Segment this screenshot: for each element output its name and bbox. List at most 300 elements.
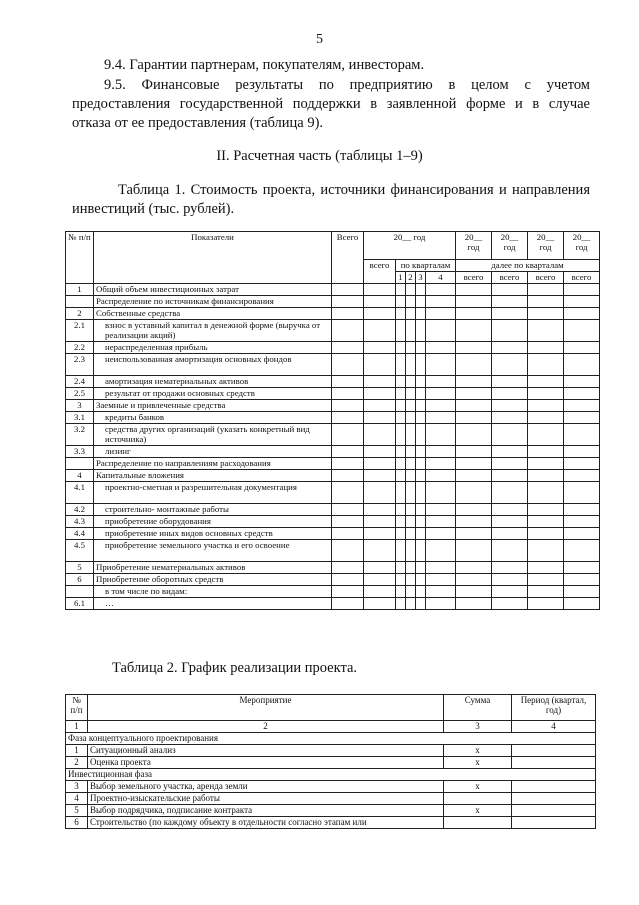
value-cell xyxy=(426,470,456,482)
header-period: Период (квартал, год) xyxy=(512,695,596,721)
table-row xyxy=(66,320,600,342)
value-cell xyxy=(492,342,528,354)
value-cell xyxy=(426,504,456,516)
value-cell xyxy=(396,412,406,424)
row-num: 4.5 xyxy=(66,540,94,562)
value-cell xyxy=(396,586,406,598)
row-label: строительно- монтажные работы xyxy=(94,504,332,516)
value-cell xyxy=(332,400,364,412)
value-cell xyxy=(528,446,564,458)
value-cell xyxy=(492,354,528,376)
value-cell xyxy=(528,388,564,400)
value-cell xyxy=(396,400,406,412)
value-cell xyxy=(528,424,564,446)
header-later-year: 20__ год xyxy=(528,232,564,260)
value-cell xyxy=(332,574,364,586)
row-num: 2.2 xyxy=(66,342,94,354)
value-cell xyxy=(396,342,406,354)
table1-caption xyxy=(72,181,590,219)
header-indicators: Показатели xyxy=(94,232,332,284)
value-cell xyxy=(492,308,528,320)
value-cell xyxy=(416,354,426,376)
value-cell xyxy=(406,528,416,540)
value-cell xyxy=(456,284,492,296)
value-cell xyxy=(456,400,492,412)
value-cell xyxy=(492,388,528,400)
row-sum xyxy=(444,793,512,805)
row-num: 4.2 xyxy=(66,504,94,516)
value-cell xyxy=(456,342,492,354)
header-quarter: 2 xyxy=(406,272,416,284)
value-cell xyxy=(528,598,564,610)
value-cell xyxy=(426,296,456,308)
header-later-quarters: далее по кварталам xyxy=(456,260,600,272)
value-cell xyxy=(492,400,528,412)
row-num: 4 xyxy=(66,470,94,482)
row-num: 6 xyxy=(66,574,94,586)
value-cell xyxy=(426,342,456,354)
value-cell xyxy=(564,308,600,320)
value-cell xyxy=(406,342,416,354)
value-cell xyxy=(364,470,396,482)
row-label: Распределение по источникам финансирования xyxy=(94,296,332,308)
value-cell xyxy=(456,504,492,516)
value-cell xyxy=(528,516,564,528)
value-cell xyxy=(416,296,426,308)
row-label: Заемные и привлеченные средства xyxy=(94,400,332,412)
value-cell xyxy=(406,470,416,482)
value-cell xyxy=(564,528,600,540)
value-cell xyxy=(416,342,426,354)
value-cell xyxy=(396,388,406,400)
row-label: приобретение иных видов основных средств xyxy=(94,528,332,540)
value-cell xyxy=(364,412,396,424)
table-row xyxy=(66,528,600,540)
value-cell xyxy=(364,516,396,528)
value-cell xyxy=(528,342,564,354)
header-later-year: 20__ год xyxy=(456,232,492,260)
table-row xyxy=(66,504,600,516)
value-cell xyxy=(564,586,600,598)
header-by-quarters: по кварталам xyxy=(396,260,456,272)
header-total: Всего xyxy=(332,232,364,284)
value-cell xyxy=(332,458,364,470)
value-cell xyxy=(492,470,528,482)
value-cell xyxy=(564,388,600,400)
row-num: 6 xyxy=(66,817,88,829)
row-num: 5 xyxy=(66,805,88,817)
value-cell xyxy=(564,598,600,610)
value-cell xyxy=(364,342,396,354)
row-sum: x xyxy=(444,805,512,817)
value-cell xyxy=(332,354,364,376)
value-cell xyxy=(396,458,406,470)
header-quarter: 4 xyxy=(426,272,456,284)
value-cell xyxy=(406,586,416,598)
value-cell xyxy=(564,504,600,516)
table-row xyxy=(66,586,600,598)
value-cell xyxy=(528,458,564,470)
value-cell xyxy=(416,470,426,482)
value-cell xyxy=(332,470,364,482)
value-cell xyxy=(564,412,600,424)
value-cell xyxy=(416,516,426,528)
paragraph-9-5-line: предоставления государственной поддержки в заявленной форме и в случае xyxy=(72,96,590,112)
row-sum: x xyxy=(444,781,512,793)
header-later-total: всего xyxy=(492,272,528,284)
value-cell xyxy=(364,528,396,540)
row-label: лизинг xyxy=(94,446,332,458)
value-cell xyxy=(416,586,426,598)
value-cell xyxy=(406,376,416,388)
value-cell xyxy=(332,308,364,320)
value-cell xyxy=(406,516,416,528)
value-cell xyxy=(492,504,528,516)
table-row xyxy=(66,342,600,354)
row-label: Приобретение оборотных средств xyxy=(94,574,332,586)
value-cell xyxy=(396,528,406,540)
value-cell xyxy=(332,320,364,342)
value-cell xyxy=(406,320,416,342)
value-cell xyxy=(564,540,600,562)
paragraph-9-5-line: отказа от ее предоставления (таблица 9). xyxy=(72,115,324,131)
row-label: Оценка проекта xyxy=(88,757,444,769)
value-cell xyxy=(492,586,528,598)
value-cell xyxy=(564,296,600,308)
column-number: 3 xyxy=(444,721,512,733)
value-cell xyxy=(456,528,492,540)
value-cell xyxy=(396,482,406,504)
value-cell xyxy=(492,424,528,446)
value-cell xyxy=(492,320,528,342)
table-row xyxy=(66,354,600,376)
value-cell xyxy=(564,574,600,586)
value-cell xyxy=(456,412,492,424)
value-cell xyxy=(426,528,456,540)
header-year: 20__ год xyxy=(364,232,456,260)
row-label: Общий объем инвестиционных затрат xyxy=(94,284,332,296)
row-num: 2.4 xyxy=(66,376,94,388)
value-cell xyxy=(416,482,426,504)
value-cell xyxy=(416,320,426,342)
table-row xyxy=(66,376,600,388)
value-cell xyxy=(364,354,396,376)
value-cell xyxy=(396,296,406,308)
header-later-year: 20__ год xyxy=(492,232,528,260)
paragraph-9-5 xyxy=(72,76,590,133)
row-num: 4.1 xyxy=(66,482,94,504)
value-cell xyxy=(396,540,406,562)
value-cell xyxy=(364,376,396,388)
value-cell xyxy=(564,354,600,376)
value-cell xyxy=(364,446,396,458)
row-period xyxy=(512,817,596,829)
value-cell xyxy=(364,320,396,342)
value-cell xyxy=(364,308,396,320)
value-cell xyxy=(426,400,456,412)
table-row xyxy=(66,470,600,482)
value-cell xyxy=(406,562,416,574)
value-cell xyxy=(332,516,364,528)
table-row xyxy=(66,817,596,829)
value-cell xyxy=(416,388,426,400)
value-cell xyxy=(456,598,492,610)
value-cell xyxy=(456,458,492,470)
value-cell xyxy=(528,562,564,574)
row-num: 2 xyxy=(66,308,94,320)
table-row xyxy=(66,562,600,574)
row-label: проектно-сметная и разрешительная документация xyxy=(94,482,332,504)
row-num: 4.3 xyxy=(66,516,94,528)
value-cell xyxy=(528,400,564,412)
value-cell xyxy=(416,504,426,516)
row-num: 3.3 xyxy=(66,446,94,458)
row-sum: x xyxy=(444,745,512,757)
table-row xyxy=(66,412,600,424)
row-num: 2.3 xyxy=(66,354,94,376)
table-row xyxy=(66,781,596,793)
value-cell xyxy=(564,342,600,354)
value-cell xyxy=(426,354,456,376)
value-cell xyxy=(564,516,600,528)
value-cell xyxy=(416,598,426,610)
value-cell xyxy=(456,424,492,446)
table-row xyxy=(66,540,600,562)
row-label: Выбор земельного участка, аренда земли xyxy=(88,781,444,793)
value-cell xyxy=(528,470,564,482)
table-row xyxy=(66,574,600,586)
header-later-total: всего xyxy=(528,272,564,284)
value-cell xyxy=(406,446,416,458)
value-cell xyxy=(528,482,564,504)
value-cell xyxy=(528,528,564,540)
table-row xyxy=(66,516,600,528)
value-cell xyxy=(406,540,416,562)
page-number: 5 xyxy=(316,32,323,47)
row-num: 3.1 xyxy=(66,412,94,424)
value-cell xyxy=(396,424,406,446)
row-period xyxy=(512,805,596,817)
row-label: в том числе по видам: xyxy=(94,586,332,598)
value-cell xyxy=(564,400,600,412)
value-cell xyxy=(416,376,426,388)
row-label: приобретение оборудования xyxy=(94,516,332,528)
value-cell xyxy=(332,342,364,354)
row-num: 3 xyxy=(66,781,88,793)
row-label: Проектно-изыскательские работы xyxy=(88,793,444,805)
table-row xyxy=(66,458,600,470)
phase-heading: Фаза концептуального проектирования xyxy=(66,733,596,745)
value-cell xyxy=(396,446,406,458)
value-cell xyxy=(426,308,456,320)
row-num xyxy=(66,458,94,470)
value-cell xyxy=(456,470,492,482)
section-title: II. Расчетная часть (таблицы 1–9) xyxy=(216,148,423,164)
value-cell xyxy=(406,354,416,376)
value-cell xyxy=(364,296,396,308)
value-cell xyxy=(332,412,364,424)
value-cell xyxy=(416,412,426,424)
row-num: 1 xyxy=(66,745,88,757)
value-cell xyxy=(406,284,416,296)
table-row xyxy=(66,793,596,805)
value-cell xyxy=(456,354,492,376)
row-period xyxy=(512,745,596,757)
phase-heading: Инвестиционная фаза xyxy=(66,769,596,781)
value-cell xyxy=(396,562,406,574)
value-cell xyxy=(564,482,600,504)
row-num: 2.1 xyxy=(66,320,94,342)
table-row xyxy=(66,733,596,745)
table-row xyxy=(66,400,600,412)
value-cell xyxy=(426,446,456,458)
value-cell xyxy=(396,376,406,388)
value-cell xyxy=(492,528,528,540)
implementation-schedule-table xyxy=(65,694,596,829)
value-cell xyxy=(426,562,456,574)
value-cell xyxy=(332,562,364,574)
value-cell xyxy=(406,296,416,308)
value-cell xyxy=(364,540,396,562)
value-cell xyxy=(426,320,456,342)
value-cell xyxy=(364,562,396,574)
row-period xyxy=(512,781,596,793)
row-label: средства других организаций (указать конкретный вид источника) xyxy=(94,424,332,446)
value-cell xyxy=(456,482,492,504)
value-cell xyxy=(564,320,600,342)
value-cell xyxy=(364,458,396,470)
value-cell xyxy=(332,388,364,400)
value-cell xyxy=(332,446,364,458)
header-event: Мероприятие xyxy=(88,695,444,721)
value-cell xyxy=(332,284,364,296)
header-year-total: всего xyxy=(364,260,396,284)
row-num: 1 xyxy=(66,284,94,296)
table-row xyxy=(66,388,600,400)
row-sum: x xyxy=(444,757,512,769)
value-cell xyxy=(492,574,528,586)
value-cell xyxy=(332,424,364,446)
value-cell xyxy=(528,296,564,308)
header-num: № п/п xyxy=(66,695,88,721)
value-cell xyxy=(426,540,456,562)
value-cell xyxy=(406,308,416,320)
row-num xyxy=(66,296,94,308)
table-row xyxy=(66,769,596,781)
column-number: 1 xyxy=(66,721,88,733)
value-cell xyxy=(364,598,396,610)
value-cell xyxy=(364,574,396,586)
value-cell xyxy=(332,528,364,540)
value-cell xyxy=(456,574,492,586)
column-number: 4 xyxy=(512,721,596,733)
value-cell xyxy=(492,540,528,562)
row-period xyxy=(512,793,596,805)
value-cell xyxy=(416,458,426,470)
row-label: взнос в уставный капитал в денежной форме (выручка от реализации акций) xyxy=(94,320,332,342)
table-row xyxy=(66,482,600,504)
value-cell xyxy=(364,424,396,446)
row-num: 4.4 xyxy=(66,528,94,540)
value-cell xyxy=(528,284,564,296)
row-period xyxy=(512,757,596,769)
row-label: амортизация нематериальных активов xyxy=(94,376,332,388)
value-cell xyxy=(426,424,456,446)
value-cell xyxy=(416,540,426,562)
value-cell xyxy=(364,586,396,598)
value-cell xyxy=(492,598,528,610)
value-cell xyxy=(456,562,492,574)
value-cell xyxy=(528,354,564,376)
header-later-total: всего xyxy=(564,272,600,284)
table-row xyxy=(66,424,600,446)
value-cell xyxy=(564,458,600,470)
row-label: нераспределенная прибыль xyxy=(94,342,332,354)
value-cell xyxy=(564,562,600,574)
value-cell xyxy=(396,516,406,528)
value-cell xyxy=(426,598,456,610)
value-cell xyxy=(528,412,564,424)
value-cell xyxy=(492,458,528,470)
row-num: 2 xyxy=(66,757,88,769)
value-cell xyxy=(456,376,492,388)
value-cell xyxy=(396,308,406,320)
value-cell xyxy=(406,412,416,424)
value-cell xyxy=(406,388,416,400)
value-cell xyxy=(456,516,492,528)
row-label: … xyxy=(94,598,332,610)
row-label: Ситуационный анализ xyxy=(88,745,444,757)
value-cell xyxy=(528,574,564,586)
table-row xyxy=(66,805,596,817)
header-later-total: всего xyxy=(456,272,492,284)
value-cell xyxy=(332,586,364,598)
value-cell xyxy=(396,470,406,482)
table-row xyxy=(66,284,600,296)
row-num: 5 xyxy=(66,562,94,574)
value-cell xyxy=(396,504,406,516)
value-cell xyxy=(528,308,564,320)
table-row xyxy=(66,446,600,458)
row-label: неиспользованная амортизация основных фондов xyxy=(94,354,332,376)
value-cell xyxy=(332,482,364,504)
value-cell xyxy=(332,376,364,388)
value-cell xyxy=(456,388,492,400)
value-cell xyxy=(564,424,600,446)
value-cell xyxy=(492,562,528,574)
value-cell xyxy=(332,296,364,308)
value-cell xyxy=(528,376,564,388)
value-cell xyxy=(406,482,416,504)
value-cell xyxy=(416,400,426,412)
row-label: Строительство (по каждому объекту в отдельности согласно этапам или xyxy=(88,817,444,829)
value-cell xyxy=(456,586,492,598)
value-cell xyxy=(406,458,416,470)
row-num xyxy=(66,586,94,598)
value-cell xyxy=(528,504,564,516)
value-cell xyxy=(456,320,492,342)
value-cell xyxy=(456,296,492,308)
value-cell xyxy=(416,308,426,320)
value-cell xyxy=(564,470,600,482)
row-num: 4 xyxy=(66,793,88,805)
value-cell xyxy=(492,482,528,504)
value-cell xyxy=(416,446,426,458)
value-cell xyxy=(426,412,456,424)
header-later-year: 20__ год xyxy=(564,232,600,260)
row-label: результат от продажи основных средств xyxy=(94,388,332,400)
value-cell xyxy=(564,446,600,458)
